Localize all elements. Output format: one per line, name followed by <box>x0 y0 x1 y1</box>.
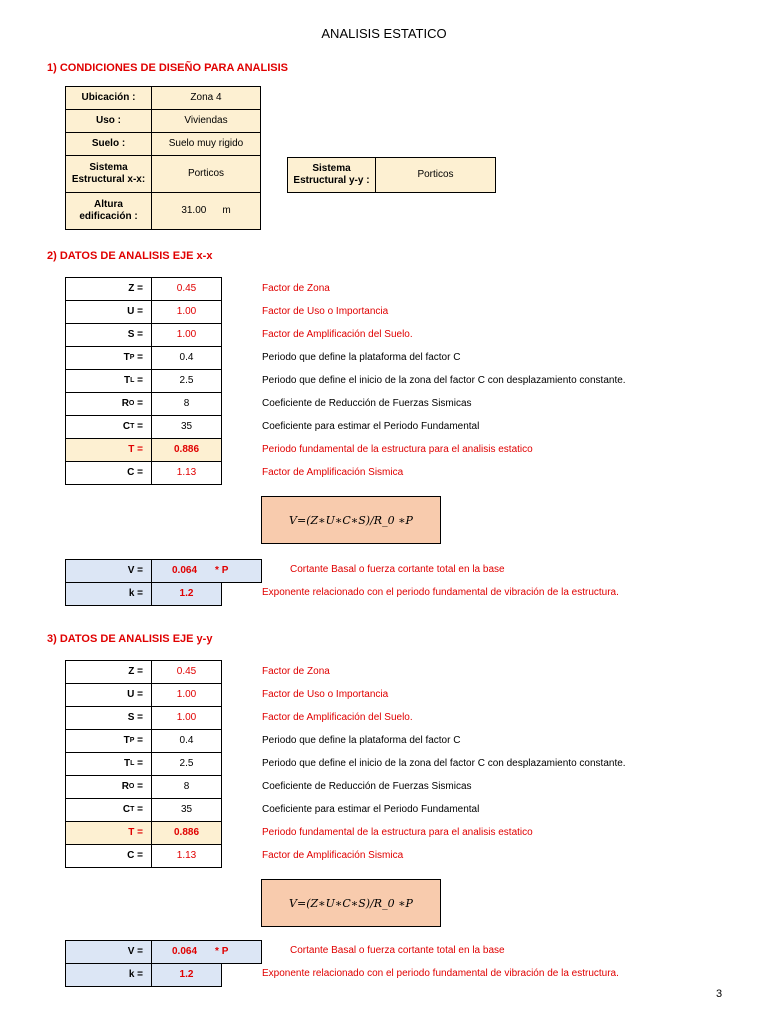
param-symbol: T <box>123 352 130 363</box>
param-value: 35 <box>151 798 222 822</box>
param-description: Periodo que define la plataforma del factor C <box>262 352 461 363</box>
param-value: 0.45 <box>151 277 222 301</box>
param-description: Coeficiente para estimar el Periodo Fundamental <box>262 804 480 815</box>
param-description: Factor de Zona <box>262 283 330 294</box>
param-description: Factor de Amplificación del Suelo. <box>262 712 413 723</box>
param-symbol: C <box>127 467 135 478</box>
param-label <box>65 660 152 684</box>
sistema-y-label-line2: Estructural y-y : <box>293 175 370 186</box>
sistema-y-label-line1: Sistema <box>312 163 351 174</box>
param-label <box>65 706 152 730</box>
v-description: Cortante Basal o fuerza cortante total en la base <box>290 564 505 575</box>
param-label <box>65 683 152 707</box>
param-value: 1.00 <box>151 683 222 707</box>
param-label <box>65 346 152 370</box>
ubicacion-label: Ubicación : <box>65 86 152 110</box>
param-symbol: T <box>123 735 130 746</box>
sistema-y-value: Porticos <box>375 157 496 193</box>
v-label-yy: V = <box>65 940 152 964</box>
param-label <box>65 729 152 753</box>
param-description: Periodo fundamental de la estructura para el analisis estatico <box>262 444 533 455</box>
param-label <box>65 844 152 868</box>
k-label: k = <box>65 582 152 606</box>
param-symbol: Z <box>128 666 135 677</box>
equals-sign: = <box>134 827 143 838</box>
sistema-x-value: Porticos <box>151 155 261 193</box>
param-description: Factor de Zona <box>262 666 330 677</box>
param-description: Factor de Amplificación Sismica <box>262 467 404 478</box>
param-description: Factor de Amplificación Sismica <box>262 850 404 861</box>
uso-label: Uso : <box>65 109 152 133</box>
equals-sign: = <box>134 666 143 677</box>
param-value: 1.00 <box>151 300 222 324</box>
param-subscript: O <box>128 400 135 407</box>
param-value: 35 <box>151 415 222 439</box>
equals-sign: = <box>134 283 143 294</box>
param-description: Coeficiente para estimar el Periodo Fundamental <box>262 421 480 432</box>
page-number: 3 <box>716 988 723 1000</box>
param-label <box>65 323 152 347</box>
param-subscript: P <box>129 737 135 744</box>
param-symbol: T <box>123 758 131 769</box>
param-description: Periodo fundamental de la estructura para el analisis estatico <box>262 827 533 838</box>
sistema-x-label-line1: Sistema <box>89 162 128 173</box>
param-subscript: O <box>128 783 135 790</box>
equals-sign: = <box>134 712 143 723</box>
v-unit-yy: * P <box>215 946 229 957</box>
k-description-yy: Exponente relacionado con el periodo fundamental de vibración de la estructura. <box>262 968 619 979</box>
param-symbol: Z <box>128 283 135 294</box>
param-description: Factor de Uso o Importancia <box>262 306 389 317</box>
param-value: 0.4 <box>151 729 222 753</box>
param-label <box>65 438 152 462</box>
equals-sign: = <box>134 735 143 746</box>
param-value: 0.45 <box>151 660 222 684</box>
param-subscript: P <box>129 354 135 361</box>
altura-unit: m <box>222 205 231 216</box>
param-subscript: T <box>130 423 135 430</box>
section-2-heading: 2) DATOS DE ANALISIS EJE x-x <box>47 250 213 262</box>
equals-sign: = <box>134 689 143 700</box>
param-symbol: C <box>122 421 131 432</box>
altura-label <box>65 192 152 230</box>
equals-sign: = <box>134 329 143 340</box>
sistema-x-label-line2: Estructural x-x: <box>71 174 146 185</box>
param-description: Coeficiente de Reducción de Fuerzas Sismicas <box>262 781 472 792</box>
param-value: 8 <box>151 392 222 416</box>
param-value: 1.00 <box>151 706 222 730</box>
v-unit: * P <box>215 565 229 576</box>
equals-sign: = <box>134 850 143 861</box>
param-label <box>65 392 152 416</box>
param-value: 0.886 <box>151 821 222 845</box>
param-label <box>65 277 152 301</box>
param-label <box>65 300 152 324</box>
section-1-heading: 1) CONDICIONES DE DISEÑO PARA ANALISIS <box>47 62 289 74</box>
equals-sign: = <box>134 352 143 363</box>
equals-sign: = <box>134 804 143 815</box>
param-value: 2.5 <box>151 752 222 776</box>
altura-value <box>151 192 261 230</box>
equals-sign: = <box>134 421 143 432</box>
altura-label-line1: Altura <box>94 199 123 210</box>
k-label-yy: k = <box>65 963 152 987</box>
v-value-cell-yy <box>151 940 262 964</box>
param-symbol: U <box>127 689 135 700</box>
altura-number: 31.00 <box>181 205 207 216</box>
sistema-y-label <box>287 157 376 193</box>
param-description: Periodo que define el inicio de la zona del factor C con desplazamiento constante. <box>262 758 626 769</box>
equals-sign: = <box>134 467 143 478</box>
param-label <box>65 369 152 393</box>
v-description-yy: Cortante Basal o fuerza cortante total en la base <box>290 945 505 956</box>
param-label <box>65 821 152 845</box>
k-description: Exponente relacionado con el periodo fundamental de vibración de la estructura. <box>262 587 619 598</box>
page-title: ANALISIS ESTATICO <box>321 26 447 41</box>
param-value: 0.4 <box>151 346 222 370</box>
param-symbol: T <box>123 375 131 386</box>
v-value-yy: 0.064 <box>172 946 198 957</box>
param-symbol: T <box>128 444 135 455</box>
param-description: Periodo que define la plataforma del factor C <box>262 735 461 746</box>
param-label <box>65 798 152 822</box>
equals-sign: = <box>134 398 143 409</box>
param-value: 0.886 <box>151 438 222 462</box>
suelo-label: Suelo : <box>65 132 152 156</box>
v-value: 0.064 <box>172 565 198 576</box>
v-value-cell <box>151 559 262 583</box>
param-description: Periodo que define el inicio de la zona del factor C con desplazamiento constante. <box>262 375 626 386</box>
ubicacion-value: Zona 4 <box>151 86 261 110</box>
suelo-value: Suelo muy rigido <box>151 132 261 156</box>
param-description: Factor de Uso o Importancia <box>262 689 389 700</box>
equals-sign: = <box>134 375 143 386</box>
equals-sign: = <box>134 781 143 792</box>
param-subscript: L <box>130 760 135 767</box>
v-label: V = <box>65 559 152 583</box>
param-value: 8 <box>151 775 222 799</box>
k-value: 1.2 <box>151 582 222 606</box>
equals-sign: = <box>134 758 143 769</box>
param-value: 1.13 <box>151 461 222 485</box>
param-label <box>65 415 152 439</box>
param-symbol: S <box>127 329 135 340</box>
formula-box: V=(Z∗U∗C∗S)/R_0 ∗P <box>261 496 441 544</box>
section-3-heading: 3) DATOS DE ANALISIS EJE y-y <box>47 633 213 645</box>
uso-value: Viviendas <box>151 109 261 133</box>
k-value-yy: 1.2 <box>151 963 222 987</box>
param-symbol: U <box>127 306 135 317</box>
param-label <box>65 461 152 485</box>
param-value: 1.00 <box>151 323 222 347</box>
param-subscript: L <box>130 377 135 384</box>
equals-sign: = <box>134 306 143 317</box>
param-label <box>65 752 152 776</box>
formula-box-yy: V=(Z∗U∗C∗S)/R_0 ∗P <box>261 879 441 927</box>
param-symbol: S <box>127 712 135 723</box>
equals-sign: = <box>134 444 143 455</box>
altura-label-line2: edificación : <box>79 211 138 222</box>
param-symbol: C <box>122 804 131 815</box>
param-symbol: C <box>127 850 135 861</box>
param-description: Factor de Amplificación del Suelo. <box>262 329 413 340</box>
param-label <box>65 775 152 799</box>
param-symbol: T <box>128 827 135 838</box>
param-subscript: T <box>130 806 135 813</box>
param-value: 2.5 <box>151 369 222 393</box>
param-symbol: R <box>121 781 129 792</box>
param-symbol: R <box>121 398 129 409</box>
param-value: 1.13 <box>151 844 222 868</box>
sistema-x-label <box>65 155 152 193</box>
param-description: Coeficiente de Reducción de Fuerzas Sismicas <box>262 398 472 409</box>
